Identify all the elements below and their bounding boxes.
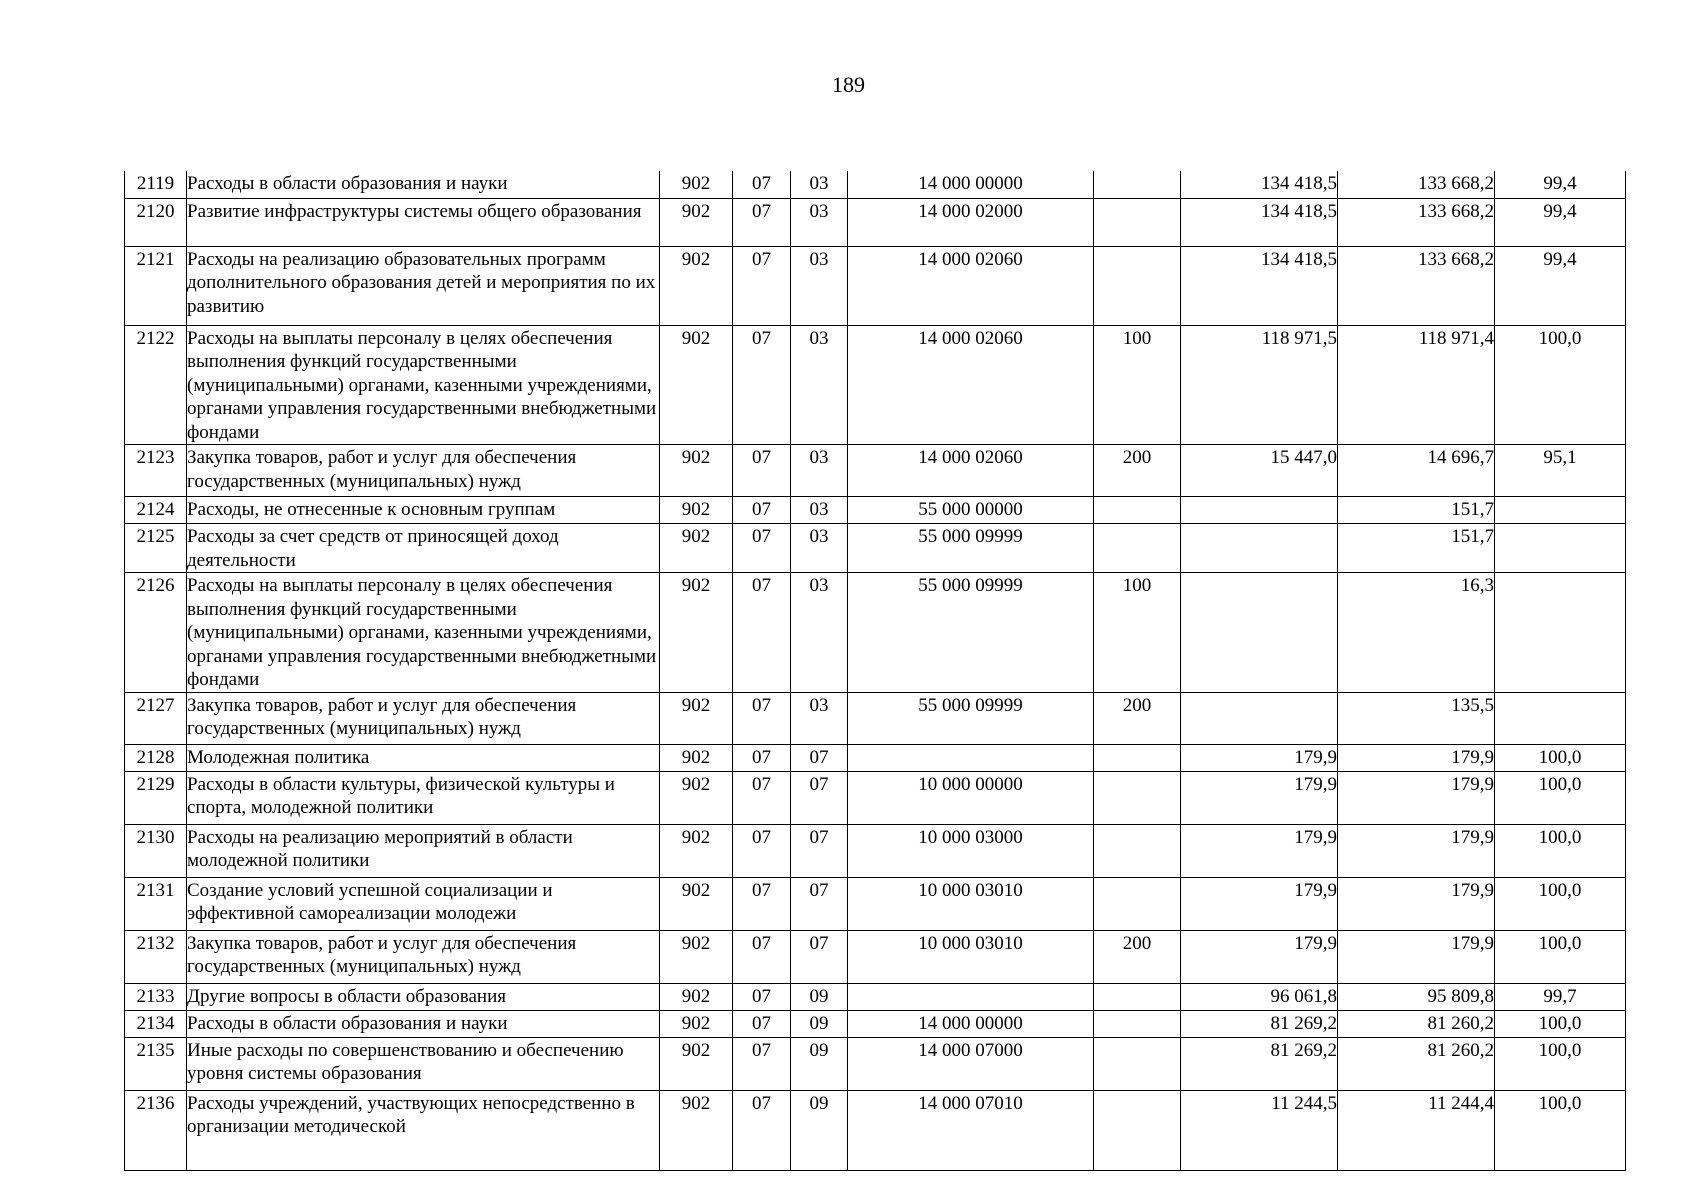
subsection-code: 07 <box>791 744 848 771</box>
subsection-code: 03 <box>791 497 848 524</box>
table-row <box>125 445 1626 497</box>
admin-code: 902 <box>660 171 733 198</box>
expense-name: Расходы на реализацию мероприятий в области молодежной политики <box>187 824 660 877</box>
expense-name: Иные расходы по совершенствованию и обеспечению уровня системы образования <box>187 1037 660 1090</box>
actual-amount: 151,7 <box>1338 497 1495 524</box>
planned-amount: 179,9 <box>1181 930 1338 983</box>
row-number: 2135 <box>125 1037 187 1090</box>
target-article-code: 14 000 00000 <box>848 1010 1094 1037</box>
table-row <box>125 692 1626 744</box>
target-article-code: 10 000 03000 <box>848 824 1094 877</box>
actual-amount: 179,9 <box>1338 771 1495 824</box>
expense-type-code <box>1094 171 1181 198</box>
planned-amount: 179,9 <box>1181 771 1338 824</box>
expense-name: Расходы на выплаты персоналу в целях обеспечения выполнения функций государственными (муниципальными) органами, казенными учреждениями, органами управления государственными внебюджетными фондами <box>187 325 660 445</box>
target-article-code: 14 000 02060 <box>848 246 1094 325</box>
row-number: 2126 <box>125 573 187 693</box>
planned-amount: 96 061,8 <box>1181 983 1338 1010</box>
subsection-code: 07 <box>791 877 848 930</box>
expense-name: Закупка товаров, работ и услуг для обеспечения государственных (муниципальных) нужд <box>187 692 660 744</box>
execution-percent: 100,0 <box>1495 325 1626 445</box>
row-number: 2136 <box>125 1090 187 1170</box>
section-code: 07 <box>733 983 791 1010</box>
expense-type-code <box>1094 771 1181 824</box>
section-code: 07 <box>733 445 791 497</box>
execution-percent <box>1495 692 1626 744</box>
section-code: 07 <box>733 524 791 573</box>
subsection-code: 03 <box>791 524 848 573</box>
row-number: 2131 <box>125 877 187 930</box>
expense-type-code <box>1094 198 1181 246</box>
section-code: 07 <box>733 930 791 983</box>
target-article-code: 10 000 03010 <box>848 930 1094 983</box>
admin-code: 902 <box>660 497 733 524</box>
table-row <box>125 325 1626 445</box>
table-row <box>125 1010 1626 1037</box>
execution-percent: 99,7 <box>1495 983 1626 1010</box>
table-row <box>125 877 1626 930</box>
subsection-code: 03 <box>791 573 848 693</box>
section-code: 07 <box>733 824 791 877</box>
planned-amount: 134 418,5 <box>1181 246 1338 325</box>
expense-type-code <box>1094 246 1181 325</box>
budget-table <box>124 171 1626 1171</box>
execution-percent <box>1495 524 1626 573</box>
admin-code: 902 <box>660 824 733 877</box>
execution-percent: 100,0 <box>1495 930 1626 983</box>
table-row <box>125 930 1626 983</box>
expense-name: Расходы в области культуры, физической культуры и спорта, молодежной политики <box>187 771 660 824</box>
planned-amount <box>1181 573 1338 693</box>
execution-percent: 99,4 <box>1495 246 1626 325</box>
subsection-code: 09 <box>791 1090 848 1170</box>
target-article-code: 55 000 09999 <box>848 573 1094 693</box>
section-code: 07 <box>733 246 791 325</box>
execution-percent: 100,0 <box>1495 771 1626 824</box>
admin-code: 902 <box>660 930 733 983</box>
expense-type-code <box>1094 1037 1181 1090</box>
expense-name: Расходы на выплаты персоналу в целях обеспечения выполнения функций государственными (муниципальными) органами, казенными учреждениями, органами управления государственными внебюджетными фондами <box>187 573 660 693</box>
table-row <box>125 744 1626 771</box>
execution-percent <box>1495 573 1626 693</box>
admin-code: 902 <box>660 445 733 497</box>
target-article-code <box>848 744 1094 771</box>
expense-name: Другие вопросы в области образования <box>187 983 660 1010</box>
expense-name: Расходы за счет средств от приносящей доход деятельности <box>187 524 660 573</box>
actual-amount: 118 971,4 <box>1338 325 1495 445</box>
row-number: 2120 <box>125 198 187 246</box>
target-article-code: 55 000 00000 <box>848 497 1094 524</box>
admin-code: 902 <box>660 198 733 246</box>
actual-amount: 151,7 <box>1338 524 1495 573</box>
expense-type-code <box>1094 524 1181 573</box>
expense-name: Молодежная политика <box>187 744 660 771</box>
actual-amount: 133 668,2 <box>1338 171 1495 198</box>
subsection-code: 07 <box>791 930 848 983</box>
table-row <box>125 1037 1626 1090</box>
target-article-code: 10 000 03010 <box>848 877 1094 930</box>
actual-amount: 16,3 <box>1338 573 1495 693</box>
admin-code: 902 <box>660 325 733 445</box>
subsection-code: 03 <box>791 325 848 445</box>
execution-percent: 100,0 <box>1495 1010 1626 1037</box>
expense-type-code: 200 <box>1094 692 1181 744</box>
row-number: 2122 <box>125 325 187 445</box>
planned-amount: 179,9 <box>1181 744 1338 771</box>
planned-amount: 15 447,0 <box>1181 445 1338 497</box>
row-number: 2128 <box>125 744 187 771</box>
subsection-code: 07 <box>791 824 848 877</box>
row-number: 2119 <box>125 171 187 198</box>
table-row <box>125 824 1626 877</box>
target-article-code: 14 000 02060 <box>848 445 1094 497</box>
target-article-code: 14 000 07000 <box>848 1037 1094 1090</box>
planned-amount <box>1181 524 1338 573</box>
admin-code: 902 <box>660 744 733 771</box>
planned-amount: 134 418,5 <box>1181 171 1338 198</box>
subsection-code: 03 <box>791 246 848 325</box>
expense-type-code <box>1094 877 1181 930</box>
execution-percent: 95,1 <box>1495 445 1626 497</box>
target-article-code: 10 000 00000 <box>848 771 1094 824</box>
expense-name: Расходы, не отнесенные к основным группам <box>187 497 660 524</box>
row-number: 2124 <box>125 497 187 524</box>
page-number: 189 <box>832 72 865 97</box>
section-code: 07 <box>733 573 791 693</box>
row-number: 2133 <box>125 983 187 1010</box>
table-body <box>125 171 1626 1170</box>
actual-amount: 135,5 <box>1338 692 1495 744</box>
expense-name: Создание условий успешной социализации и эффективной самореализации молодежи <box>187 877 660 930</box>
subsection-code: 03 <box>791 445 848 497</box>
row-number: 2125 <box>125 524 187 573</box>
execution-percent: 99,4 <box>1495 171 1626 198</box>
admin-code: 902 <box>660 246 733 325</box>
planned-amount <box>1181 497 1338 524</box>
expense-name: Расходы на реализацию образовательных программ дополнительного образования детей и мероприятия по их развитию <box>187 246 660 325</box>
planned-amount: 179,9 <box>1181 877 1338 930</box>
subsection-code: 07 <box>791 771 848 824</box>
actual-amount: 179,9 <box>1338 824 1495 877</box>
planned-amount: 118 971,5 <box>1181 325 1338 445</box>
actual-amount: 81 260,2 <box>1338 1037 1495 1090</box>
execution-percent: 99,4 <box>1495 198 1626 246</box>
planned-amount <box>1181 692 1338 744</box>
admin-code: 902 <box>660 1037 733 1090</box>
planned-amount: 134 418,5 <box>1181 198 1338 246</box>
expense-name: Развитие инфраструктуры системы общего образования <box>187 198 660 246</box>
execution-percent <box>1495 497 1626 524</box>
row-number: 2132 <box>125 930 187 983</box>
section-code: 07 <box>733 1037 791 1090</box>
section-code: 07 <box>733 771 791 824</box>
row-number: 2134 <box>125 1010 187 1037</box>
admin-code: 902 <box>660 692 733 744</box>
planned-amount: 81 269,2 <box>1181 1010 1338 1037</box>
row-number: 2127 <box>125 692 187 744</box>
actual-amount: 95 809,8 <box>1338 983 1495 1010</box>
target-article-code: 14 000 02060 <box>848 325 1094 445</box>
expense-type-code <box>1094 1090 1181 1170</box>
admin-code: 902 <box>660 1010 733 1037</box>
subsection-code: 09 <box>791 1010 848 1037</box>
planned-amount: 81 269,2 <box>1181 1037 1338 1090</box>
section-code: 07 <box>733 877 791 930</box>
expense-name: Закупка товаров, работ и услуг для обеспечения государственных (муниципальных) нужд <box>187 445 660 497</box>
table-row <box>125 524 1626 573</box>
table-row <box>125 246 1626 325</box>
admin-code: 902 <box>660 573 733 693</box>
section-code: 07 <box>733 744 791 771</box>
target-article-code: 55 000 09999 <box>848 524 1094 573</box>
expense-name: Закупка товаров, работ и услуг для обеспечения государственных (муниципальных) нужд <box>187 930 660 983</box>
table-row <box>125 171 1626 198</box>
execution-percent: 100,0 <box>1495 744 1626 771</box>
expense-type-code: 200 <box>1094 930 1181 983</box>
expense-name: Расходы в области образования и науки <box>187 171 660 198</box>
target-article-code: 14 000 02000 <box>848 198 1094 246</box>
admin-code: 902 <box>660 877 733 930</box>
section-code: 07 <box>733 692 791 744</box>
expense-type-code <box>1094 744 1181 771</box>
expense-name: Расходы в области образования и науки <box>187 1010 660 1037</box>
expense-type-code <box>1094 497 1181 524</box>
expense-type-code <box>1094 1010 1181 1037</box>
target-article-code: 14 000 00000 <box>848 171 1094 198</box>
expense-type-code: 100 <box>1094 325 1181 445</box>
actual-amount: 133 668,2 <box>1338 198 1495 246</box>
section-code: 07 <box>733 1090 791 1170</box>
target-article-code <box>848 983 1094 1010</box>
admin-code: 902 <box>660 983 733 1010</box>
section-code: 07 <box>733 171 791 198</box>
actual-amount: 179,9 <box>1338 877 1495 930</box>
table-row <box>125 198 1626 246</box>
actual-amount: 11 244,4 <box>1338 1090 1495 1170</box>
row-number: 2123 <box>125 445 187 497</box>
planned-amount: 11 244,5 <box>1181 1090 1338 1170</box>
expense-type-code <box>1094 824 1181 877</box>
row-number: 2121 <box>125 246 187 325</box>
admin-code: 902 <box>660 1090 733 1170</box>
expense-type-code <box>1094 983 1181 1010</box>
row-number: 2129 <box>125 771 187 824</box>
table-row <box>125 573 1626 693</box>
expense-type-code: 200 <box>1094 445 1181 497</box>
table-row <box>125 497 1626 524</box>
subsection-code: 09 <box>791 1037 848 1090</box>
execution-percent: 100,0 <box>1495 824 1626 877</box>
expense-type-code: 100 <box>1094 573 1181 693</box>
subsection-code: 03 <box>791 198 848 246</box>
target-article-code: 14 000 07010 <box>848 1090 1094 1170</box>
execution-percent: 100,0 <box>1495 1037 1626 1090</box>
expense-name: Расходы учреждений, участвующих непосредственно в организации методической <box>187 1090 660 1170</box>
subsection-code: 03 <box>791 171 848 198</box>
row-number: 2130 <box>125 824 187 877</box>
admin-code: 902 <box>660 524 733 573</box>
subsection-code: 09 <box>791 983 848 1010</box>
actual-amount: 179,9 <box>1338 744 1495 771</box>
execution-percent: 100,0 <box>1495 877 1626 930</box>
table-row <box>125 1090 1626 1170</box>
admin-code: 902 <box>660 771 733 824</box>
section-code: 07 <box>733 1010 791 1037</box>
table-row <box>125 983 1626 1010</box>
target-article-code: 55 000 09999 <box>848 692 1094 744</box>
subsection-code: 03 <box>791 692 848 744</box>
section-code: 07 <box>733 497 791 524</box>
section-code: 07 <box>733 325 791 445</box>
actual-amount: 133 668,2 <box>1338 246 1495 325</box>
planned-amount: 179,9 <box>1181 824 1338 877</box>
actual-amount: 179,9 <box>1338 930 1495 983</box>
actual-amount: 81 260,2 <box>1338 1010 1495 1037</box>
actual-amount: 14 696,7 <box>1338 445 1495 497</box>
section-code: 07 <box>733 198 791 246</box>
execution-percent: 100,0 <box>1495 1090 1626 1170</box>
table-row <box>125 771 1626 824</box>
